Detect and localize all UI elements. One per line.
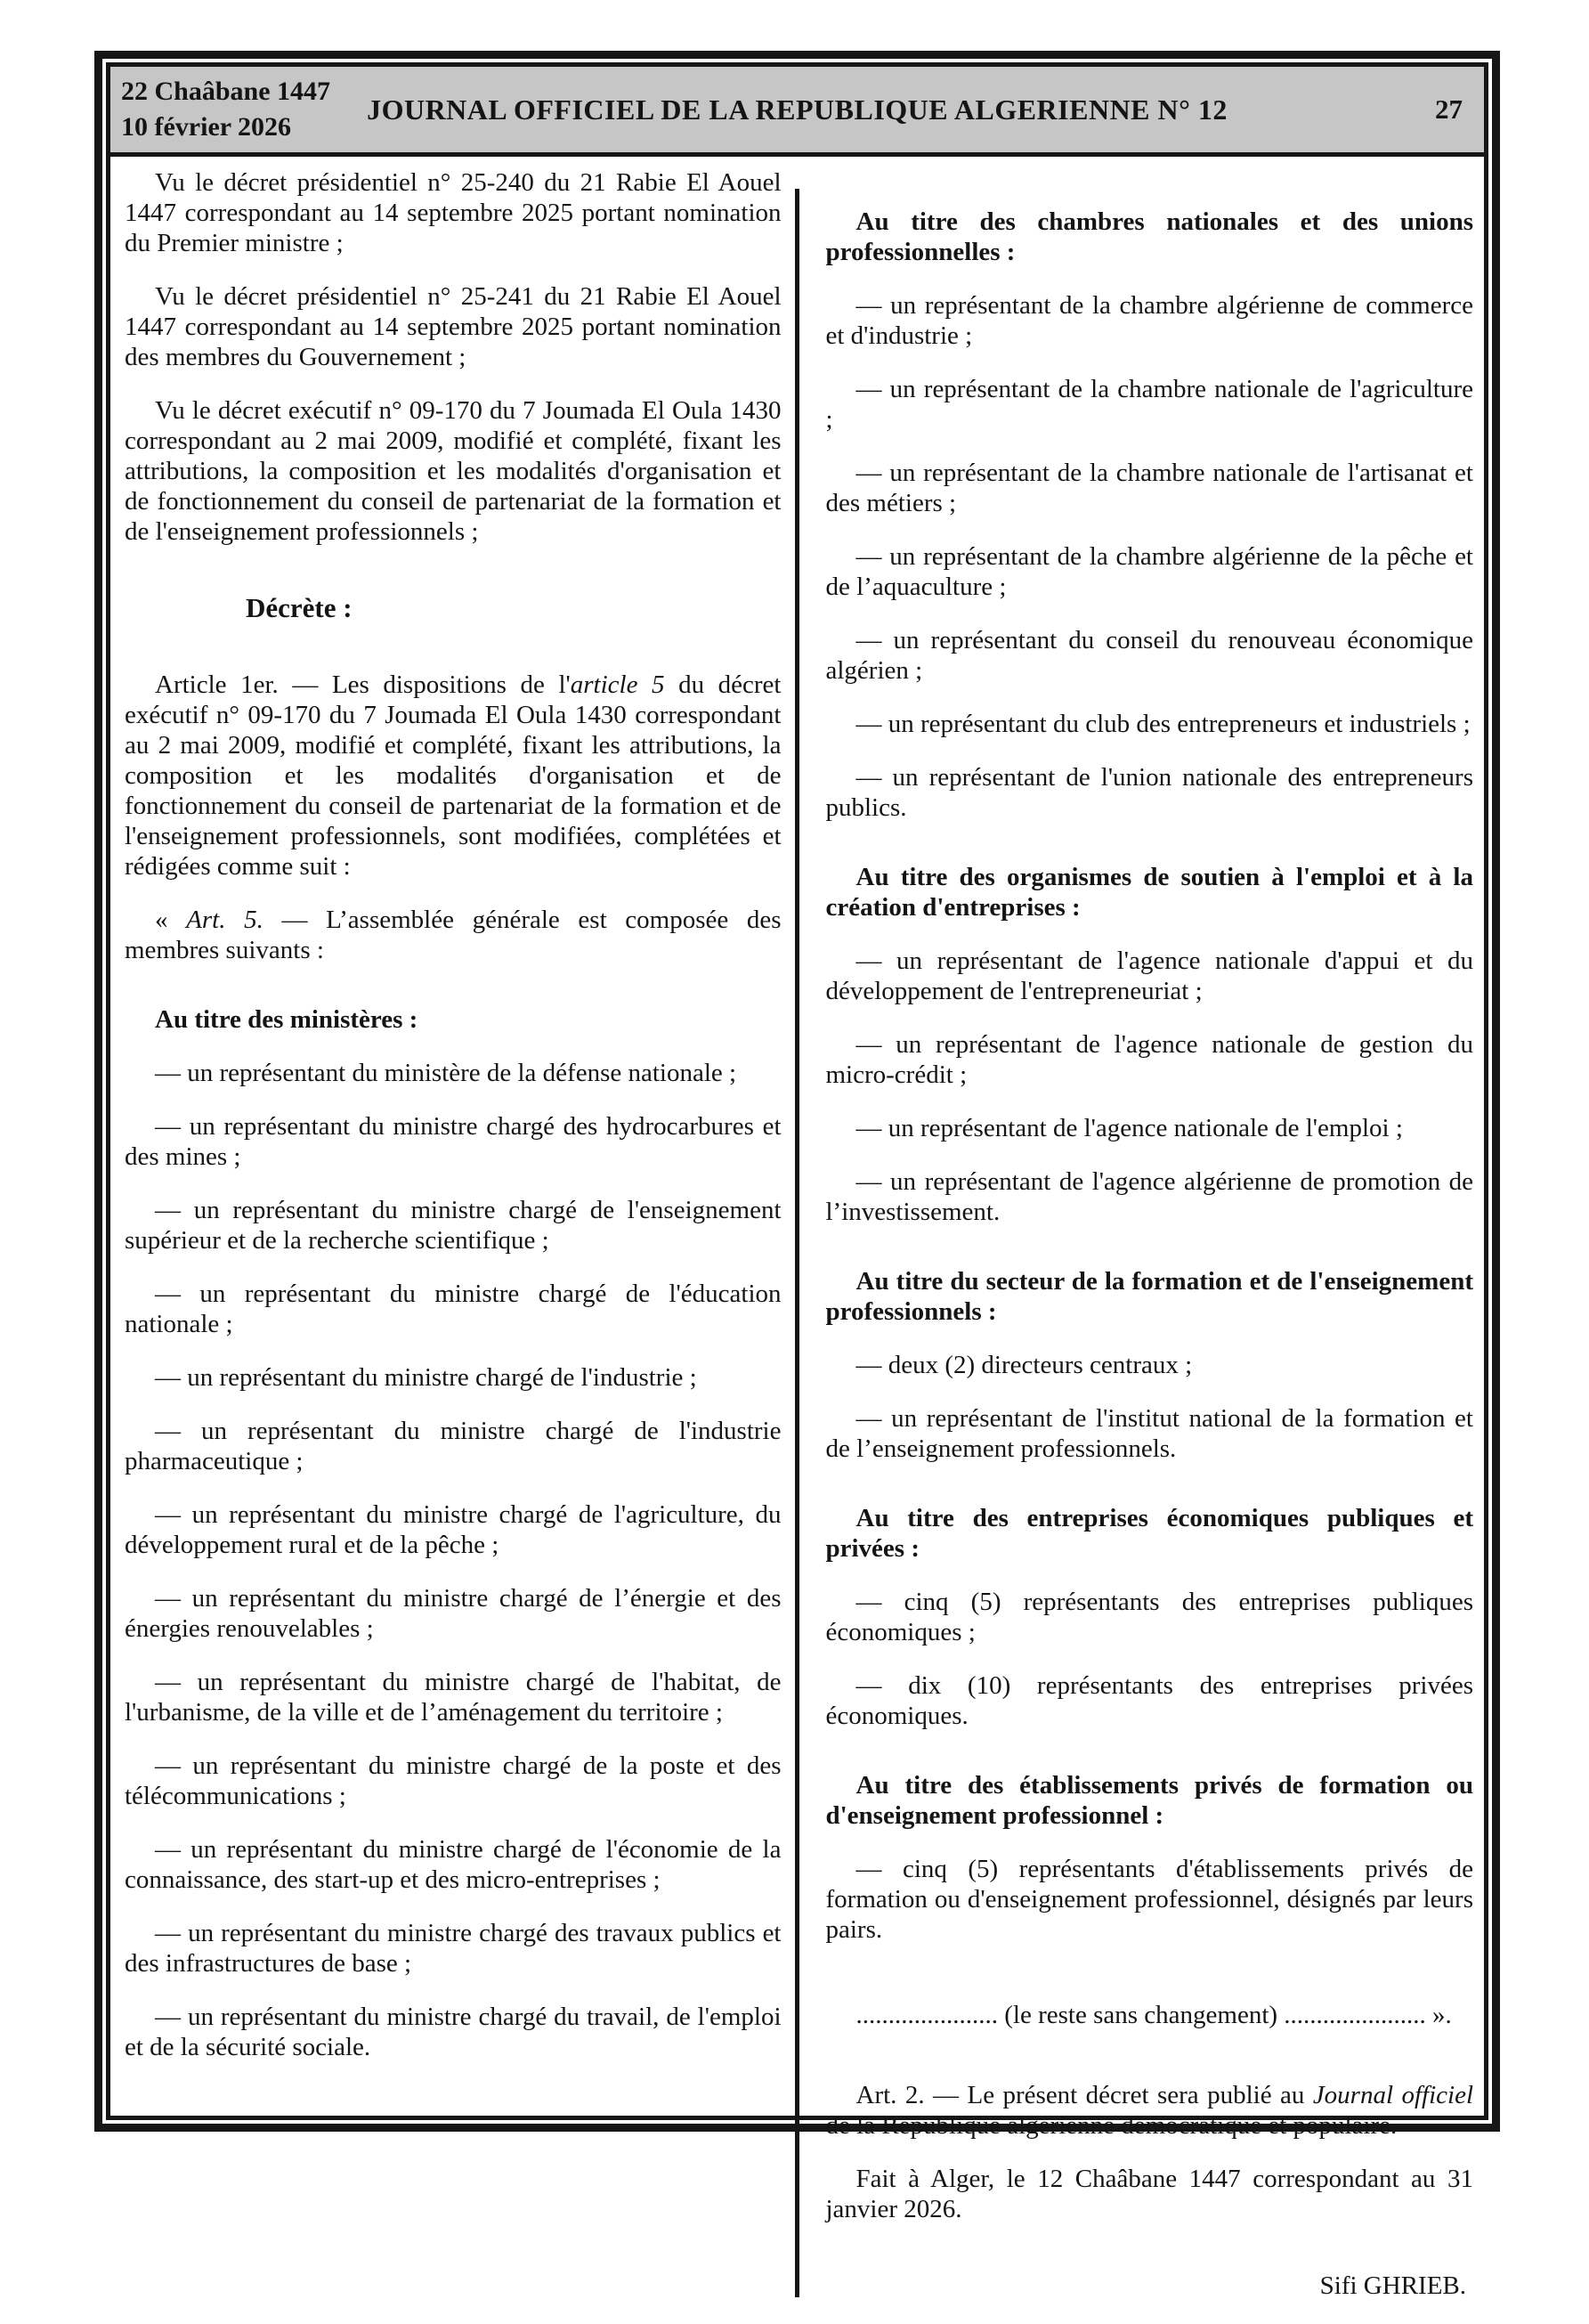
paragraph <box>125 1362 782 1393</box>
paragraph <box>125 1834 782 1895</box>
page-header <box>110 67 1484 157</box>
paragraph <box>826 1587 1474 1647</box>
paragraph <box>826 1113 1474 1143</box>
text-run: du décret exécutif n° 09-170 du 7 Joumada El Oula 1430 correspondant au 2 mai 2009, modifié et complété, fixant les attributions, la composition et les modalités d'organisation et de fonctionnement du conseil de partenariat de la formation et de l'enseignement professionnels, sont modifiées, complétées et rédigées comme suit : <box>125 670 782 881</box>
text-run: — un représentant du ministre chargé de l'industrie ; <box>155 1363 697 1392</box>
text-run: Article 1er. — Les dispositions de l' <box>155 670 571 699</box>
text-run: Vu le décret exécutif n° 09-170 du 7 Joumada El Oula 1430 correspondant au 2 mai 2009, modifié et complété, fixant les attributions, la composition et les modalités d'organisation et de fonctionnement du conseil de partenariat de la formation et de l'enseignement professionnels ; <box>125 396 782 546</box>
text-run: — cinq (5) représentants des entreprises publiques économiques ; <box>825 1588 1473 1646</box>
text-run: — dix (10) représentants des entreprises privées économiques. <box>825 1671 1473 1730</box>
text-run: — un représentant du club des entrepreneurs et industriels ; <box>855 710 1471 738</box>
gregorian-date: 10 février 2026 <box>121 112 292 142</box>
paragraph <box>125 2002 782 2062</box>
paragraph <box>826 1403 1474 1464</box>
page-frame <box>94 51 1500 2300</box>
paragraph <box>826 1670 1474 1731</box>
text-run: — un représentant de la chambre algérienne de la pêche et de l’aquaculture ; <box>825 542 1473 601</box>
text-run: Au titre des ministères : <box>155 1005 418 1034</box>
paragraph <box>826 1166 1474 1227</box>
paragraph <box>125 281 782 372</box>
text-run: Au titre des organismes de soutien à l'emploi et à la création d'entreprises : <box>825 863 1473 922</box>
paragraph <box>826 1029 1474 1090</box>
text-run: — un représentant de l'institut national de la formation et de l’enseignement professionnels. <box>825 1404 1473 1463</box>
text-run: — un représentant du ministre chargé de l’énergie et des énergies renouvelables ; <box>125 1584 782 1643</box>
section-heading <box>826 207 1474 267</box>
text-run: « <box>155 906 187 934</box>
decree-formula <box>246 593 782 623</box>
paragraph <box>826 290 1474 351</box>
paragraph <box>826 625 1474 686</box>
text-run: — cinq (5) représentants d'établissements privés de formation ou d'enseignement professionnel, désignés par leurs pairs. <box>825 1855 1473 1944</box>
paragraph <box>826 458 1474 518</box>
text-run: — un représentant de la chambre algérienne de commerce et d'industrie ; <box>825 291 1473 350</box>
text-run: — un représentant de l'agence nationale de l'emploi ; <box>855 1114 1403 1142</box>
right-column <box>798 167 1485 2324</box>
paragraph <box>125 167 782 258</box>
hijri-date: 22 Chaâbane 1447 <box>121 77 331 106</box>
paragraph <box>125 670 782 882</box>
text-run: — un représentant de la chambre nationale de l'artisanat et des métiers ; <box>825 459 1473 517</box>
paragraph <box>826 1854 1474 1945</box>
text-run: — un représentant de l'union nationale des entrepreneurs publics. <box>825 763 1473 822</box>
text-run: — un représentant du ministre chargé de l'industrie pharmaceutique ; <box>125 1417 782 1475</box>
section-heading <box>826 862 1474 922</box>
paragraph <box>125 395 782 547</box>
text-run: — un représentant du ministre chargé de l'enseignement supérieur et de la recherche scientifique ; <box>125 1196 782 1255</box>
text-run: de la République algérienne démocratique et populaire. <box>825 2111 1398 2140</box>
paragraph <box>125 1111 782 1172</box>
paragraph <box>125 1751 782 1811</box>
paragraph <box>826 2164 1474 2224</box>
paragraph <box>125 1195 782 1255</box>
text-run: — un représentant du ministre chargé de l'habitat, de l'urbanisme, de la ville et de l’aménagement du territoire ; <box>125 1668 782 1727</box>
text-run: — un représentant de l'agence nationale de gestion du micro-crédit ; <box>825 1030 1473 1089</box>
text-run: — un représentant du ministre chargé du travail, de l'emploi et de la sécurité sociale. <box>125 2003 782 2061</box>
page-inner-frame <box>106 62 1488 2300</box>
text-run: Sifi GHRIEB. <box>1319 2271 1466 2300</box>
text-run: Au titre des entreprises économiques publiques et privées : <box>825 1504 1473 1563</box>
italic-text-run: Art. 5. <box>186 906 263 934</box>
paragraph <box>125 1667 782 1727</box>
paragraph <box>826 374 1474 435</box>
text-run: — un représentant du conseil du renouveau économique algérien ; <box>825 626 1473 685</box>
column-divider <box>795 189 799 2297</box>
paragraph <box>125 1583 782 1644</box>
text-run: — un représentant du ministre chargé des travaux publics et des infrastructures de base ; <box>125 1919 782 1978</box>
italic-text-run: Journal officiel <box>1312 2081 1473 2109</box>
text-run: — deux (2) directeurs centraux ; <box>855 1351 1193 1379</box>
left-column <box>110 167 798 2324</box>
section-heading <box>826 1770 1474 1831</box>
paragraph <box>125 1416 782 1476</box>
text-run: — un représentant du ministre chargé de l'économie de la connaissance, des start-up et des micro-entreprises ; <box>125 1835 782 1894</box>
issue-dates <box>121 74 330 145</box>
paragraph <box>826 709 1474 739</box>
text-run: Au titre du secteur de la formation et de l'enseignement professionnels : <box>825 1267 1473 1326</box>
paragraph <box>826 1350 1474 1380</box>
text-run: Fait à Alger, le 12 Chaâbane 1447 correspondant au 31 janvier 2026. <box>825 2165 1473 2223</box>
signature <box>826 2271 1474 2301</box>
text-run: — un représentant de l'agence algérienne de promotion de l’investissement. <box>825 1167 1473 1226</box>
text-run: Au titre des établissements privés de formation ou d'enseignement professionnel : <box>825 1771 1473 1830</box>
section-heading <box>826 1266 1474 1327</box>
italic-text-run: article 5 <box>570 670 665 699</box>
text-run: Décrète : <box>246 592 353 623</box>
text-run: — un représentant de l'agence nationale d'appui et du développement de l'entrepreneuriat ; <box>825 947 1473 1005</box>
paragraph <box>826 2080 1474 2141</box>
paragraph <box>125 1279 782 1339</box>
section-heading <box>826 1503 1474 1564</box>
paragraph <box>826 541 1474 602</box>
text-run: — un représentant du ministre chargé des hydrocarbures et des mines ; <box>125 1112 782 1171</box>
text-run: — un représentant du ministre chargé de l'agriculture, du développement rural et de la pêche ; <box>125 1500 782 1559</box>
page-number: 27 <box>1435 93 1463 125</box>
paragraph <box>125 1499 782 1560</box>
paragraph <box>826 946 1474 1006</box>
text-run: Vu le décret présidentiel n° 25-241 du 21 Rabie El Aouel 1447 correspondant au 14 septembre 2025 portant nomination des membres du Gouvernement ; <box>125 282 782 371</box>
content-columns <box>110 157 1484 2324</box>
paragraph <box>125 1058 782 1088</box>
text-run: — un représentant du ministère de la défense nationale ; <box>155 1059 737 1087</box>
text-run: Au titre des chambres nationales et des unions professionnelles : <box>825 207 1473 266</box>
journal-title: JOURNAL OFFICIEL DE LA REPUBLIQUE ALGERIENNE N° 12 <box>367 93 1228 126</box>
ellipsis-line <box>826 2000 1474 2030</box>
text-run: Vu le décret présidentiel n° 25-240 du 21 Rabie El Aouel 1447 correspondant au 14 septembre 2025 portant nomination du Premier ministre ; <box>125 168 782 257</box>
text-run: — un représentant de la chambre nationale de l'agriculture ; <box>825 375 1473 434</box>
paragraph <box>125 905 782 965</box>
paragraph <box>826 762 1474 823</box>
text-run: — un représentant du ministre chargé de la poste et des télécommunications ; <box>125 1751 782 1810</box>
text-run: Art. 2. — Le présent décret sera publié au <box>855 2081 1313 2109</box>
text-run: — L’assemblée générale est composée des membres suivants : <box>125 906 782 964</box>
text-run: ...................... (le reste sans changement) ...................... ». <box>855 2001 1452 2029</box>
paragraph <box>125 1918 782 1979</box>
text-run: — un représentant du ministre chargé de l'éducation nationale ; <box>125 1280 782 1338</box>
section-heading <box>125 1004 782 1035</box>
